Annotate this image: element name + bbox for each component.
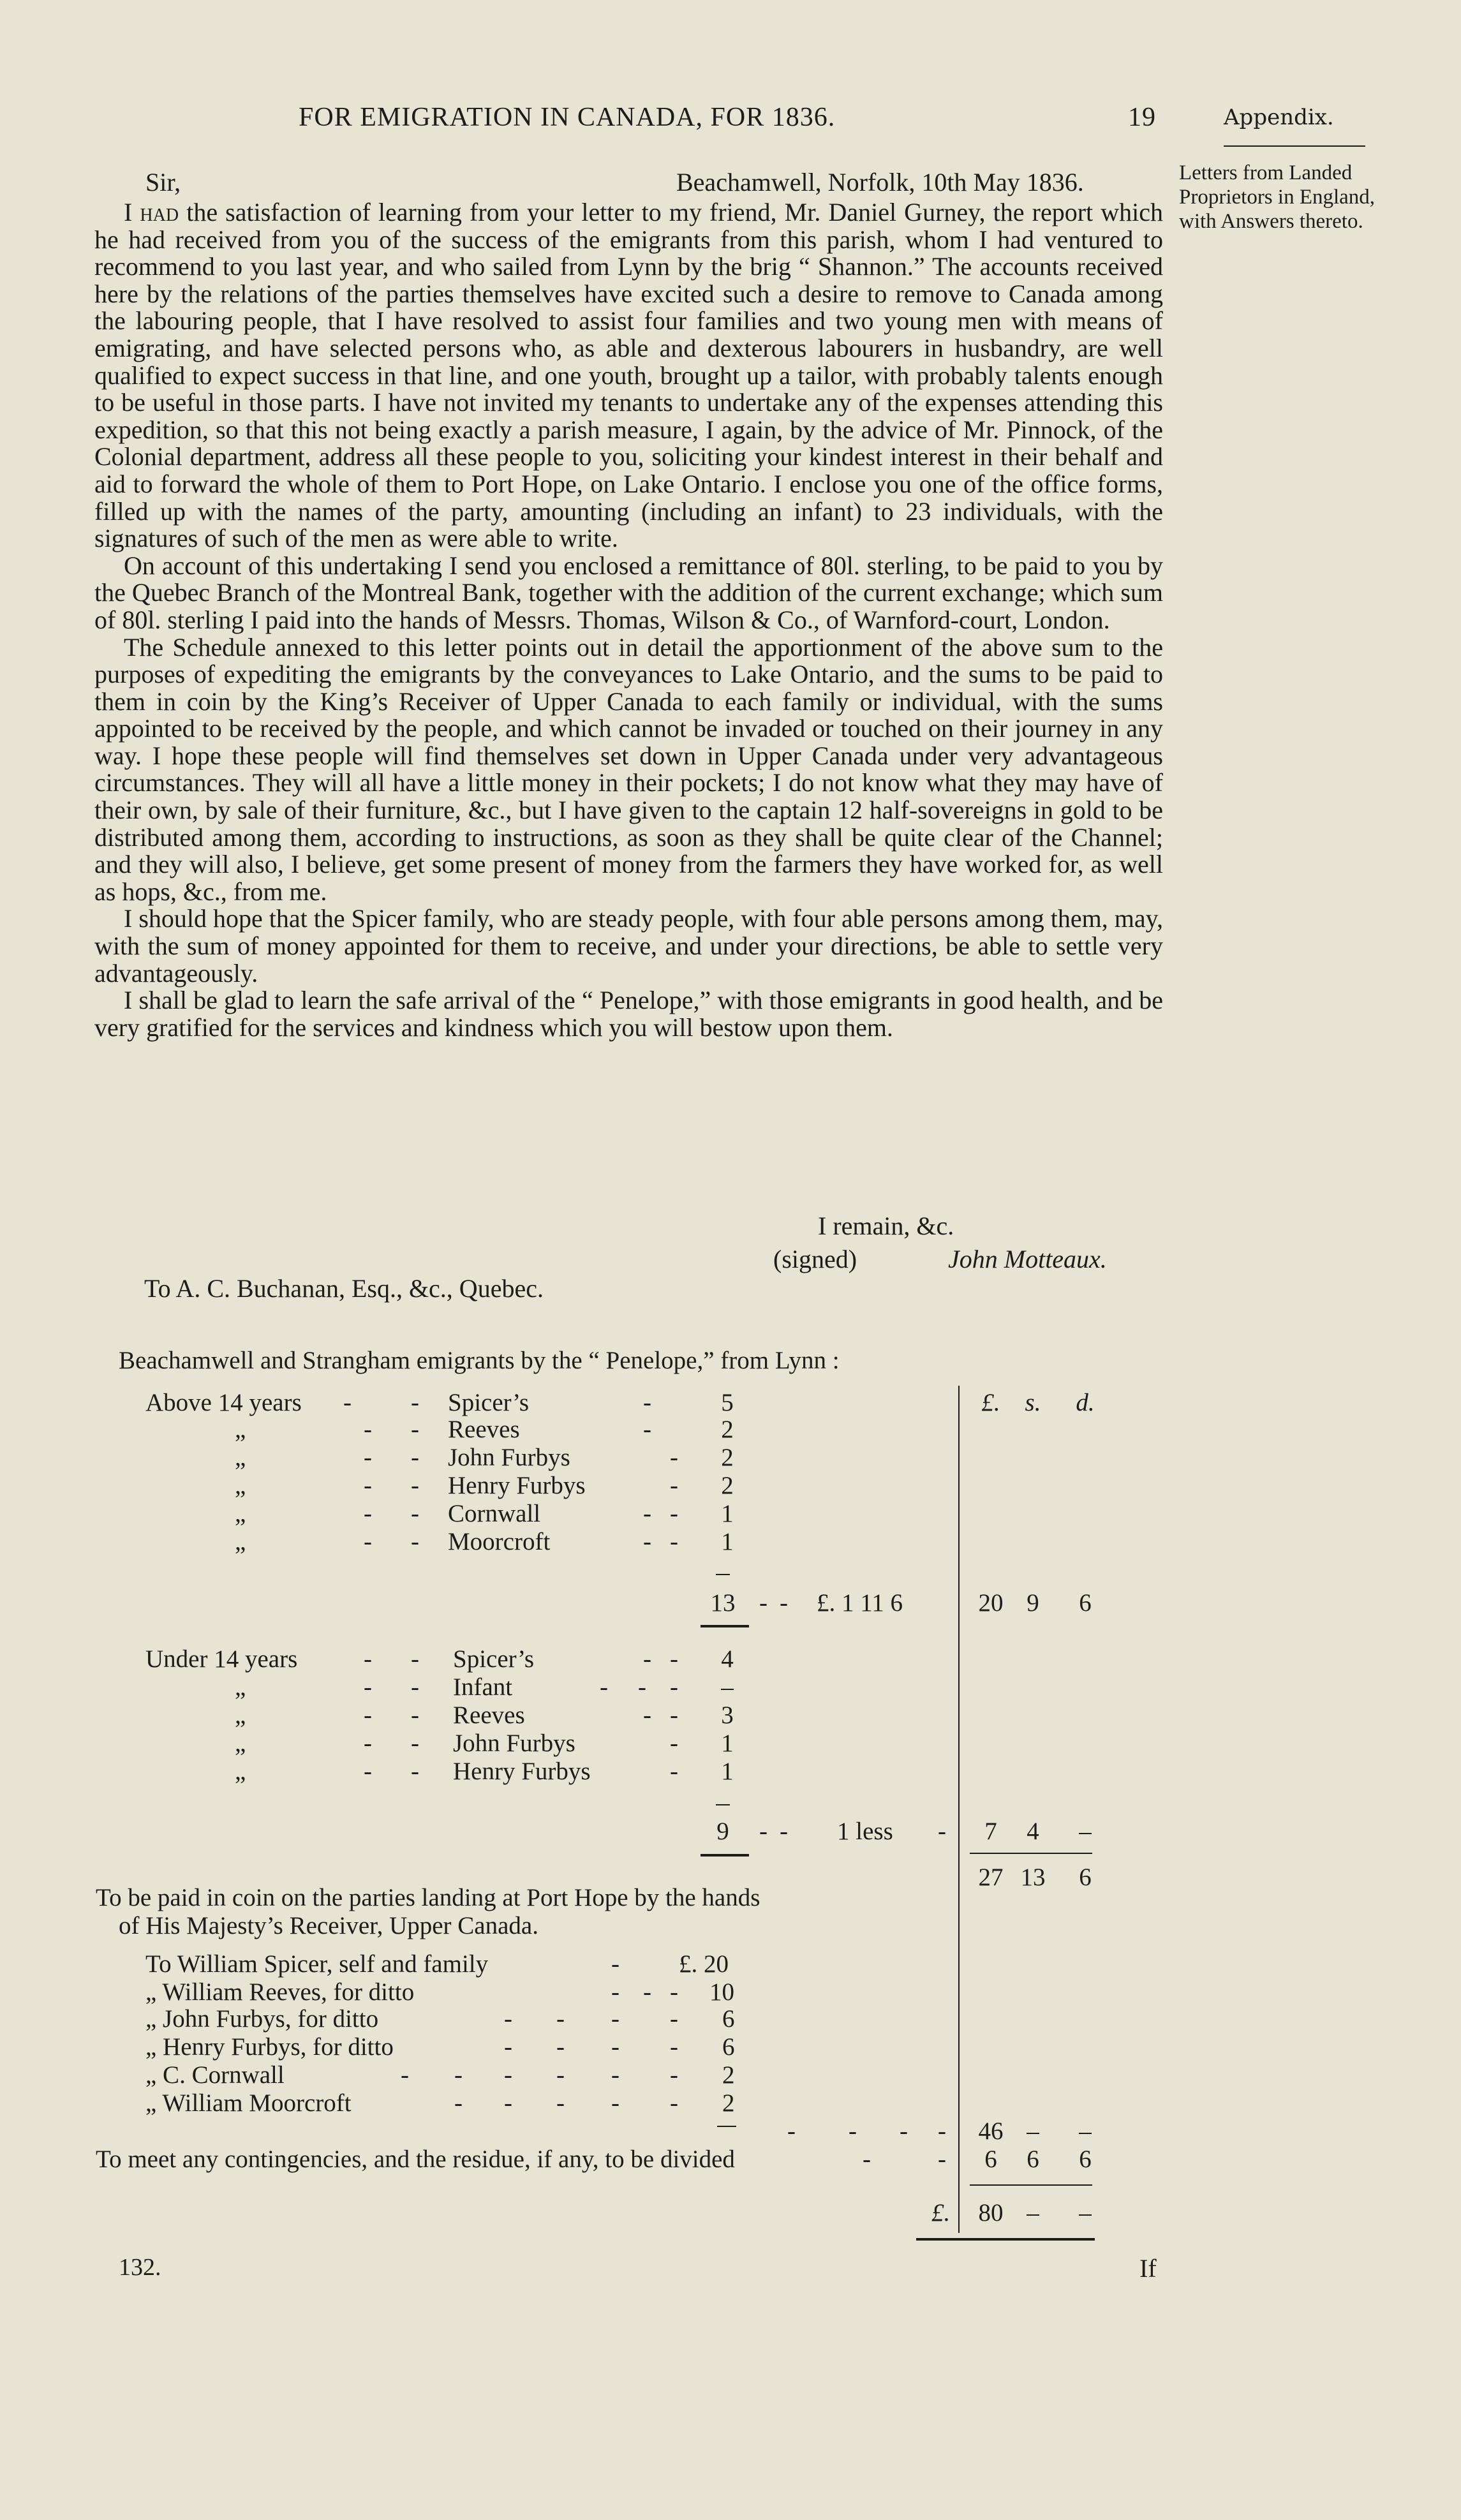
- letter-paragraph-3: The Schedule annexed to this letter points out in detail the apportionment of the above sum to the purposes of expediting the emigrants by the conveyances to Lake Ontario, and the sums to be paid to them in coin by the King’s Receiver of Upper Canada to each family or individual, with the sums appointed to be received by the people, and which cannot be invaded or touched on their journey in any way. I hope these people will find themselves set down in Upper Canada under very advantageous circumstances. They will all have a little money in their pockets; I do not know what they may have of their own, by sale of their furniture, &c., but I have given to the captain 12 half-sovereigns in gold to be distributed among them, according to instructions, as soon as they shall be quite clear of the Channel; and they will also, I believe, get some present of money from the farmers they have worked for, as well as hops, &c., from me.: [94, 632, 1163, 906]
- family-name: Moorcroft: [448, 1528, 551, 1555]
- family-name: Reeves: [453, 1701, 525, 1729]
- leader-dash: -: [670, 1500, 678, 1527]
- leader-dash: -: [411, 1389, 419, 1416]
- above-total-count: 13: [710, 1589, 736, 1617]
- signature: John Motteaux.: [948, 1245, 1107, 1273]
- person-count: 1: [721, 1730, 734, 1757]
- payee: „ C. Cornwall: [145, 2061, 285, 2089]
- leader-dash: -: [364, 1673, 372, 1701]
- leader-dash: -: [364, 1758, 372, 1785]
- header-rule: [1224, 145, 1365, 147]
- ditto-mark: „: [235, 1444, 246, 1471]
- leader-dash: -: [364, 1416, 372, 1443]
- leader-dash: -: [364, 1500, 372, 1527]
- payment-amount: 2: [722, 2089, 735, 2117]
- letter-body: [94, 199, 1163, 1041]
- payee: „ Henry Furbys, for ditto: [145, 2033, 394, 2061]
- leader-dash: -: [600, 1673, 608, 1701]
- amount-rule: [970, 1853, 1092, 1854]
- count-total-rule: [701, 1625, 749, 1627]
- ditto-mark: „: [235, 1758, 246, 1785]
- salutation: Sir,: [145, 168, 181, 196]
- person-count: 2: [721, 1444, 734, 1471]
- leader-dash: -: [411, 1528, 419, 1555]
- leader-dash: -: [611, 2005, 619, 2033]
- appendix-label: Appendix.: [1224, 105, 1334, 130]
- person-count: 2: [721, 1416, 734, 1443]
- leader-dash: -: [643, 1528, 651, 1555]
- opening-words: I had: [124, 198, 179, 226]
- family-name: John Furbys: [453, 1730, 575, 1757]
- leader-dash: -: [411, 1673, 419, 1701]
- leader-dash: -: [938, 2117, 946, 2145]
- leader-dash: -: [670, 1730, 678, 1757]
- above-rate: £. 1 11 6: [817, 1589, 903, 1617]
- leader-dash: -: [849, 2117, 857, 2145]
- grand-total-rule: [916, 2238, 1095, 2241]
- leader-dash: -: [454, 2061, 463, 2089]
- person-count: –: [721, 1673, 734, 1701]
- leader-dash: -: [938, 2146, 946, 2173]
- leader-dash: -: [364, 1444, 372, 1471]
- leader-dash: -: [759, 1589, 768, 1617]
- under-rate: 1 less: [837, 1818, 893, 1845]
- above-amount-shillings: 9: [1027, 1589, 1039, 1617]
- family-name: Henry Furbys: [453, 1758, 591, 1785]
- leader-dash: -: [670, 2061, 678, 2089]
- leader-dash: -: [556, 2033, 565, 2061]
- letter-paragraph-2: On account of this undertaking I send you enclosed a remittance of 80l. sterling, to be paid to you by the Quebec Branch of the Montreal Bank, together with the addition of the current exchange; which sum of 80l. sterling I paid into the hands of Messrs. Thomas, Wilson & Co., of Warnford-court, London.: [94, 551, 1163, 634]
- payments-total-pounds: 46: [978, 2117, 1004, 2145]
- under-14-label: Under 14 years: [145, 1645, 298, 1673]
- leader-dash: -: [643, 1701, 651, 1729]
- leader-dash: -: [504, 2061, 512, 2089]
- leader-dash: -: [759, 1818, 768, 1845]
- payment-amount: 6: [722, 2033, 735, 2061]
- grand-total-pence: –: [1079, 2199, 1092, 2227]
- leader-dash: -: [670, 2033, 678, 2061]
- leader-dash: -: [670, 1645, 678, 1673]
- payment-amount: 2: [722, 2061, 735, 2089]
- leader-dash: -: [863, 2146, 871, 2173]
- person-count: 1: [721, 1758, 734, 1785]
- grand-total-label: £.: [931, 2199, 951, 2227]
- leader-dash: -: [670, 2089, 678, 2117]
- contingency-pence: 6: [1079, 2146, 1092, 2173]
- family-name: Reeves: [448, 1416, 520, 1443]
- leader-dash: -: [411, 1758, 419, 1785]
- leader-dash: -: [411, 1472, 419, 1499]
- page-number: 19: [1128, 103, 1156, 132]
- sum-rule: [717, 2126, 736, 2127]
- payee: „ John Furbys, for ditto: [145, 2005, 379, 2033]
- leader-dash: -: [411, 1500, 419, 1527]
- leader-dash: -: [780, 1589, 788, 1617]
- leader-dash: -: [670, 1701, 678, 1729]
- payee: To William Spicer, self and family: [145, 1950, 489, 1978]
- leader-dash: -: [556, 2005, 565, 2033]
- pence-header: d.: [1076, 1389, 1095, 1416]
- above-amount-pence: 6: [1079, 1589, 1092, 1617]
- leader-dash: -: [670, 1528, 678, 1555]
- payments-total-shillings: –: [1027, 2117, 1039, 2145]
- page-footer-number: 132.: [119, 2254, 161, 2281]
- leader-dash: -: [670, 2005, 678, 2033]
- leader-dash: -: [411, 1416, 419, 1443]
- family-name: Cornwall: [448, 1500, 541, 1527]
- leader-dash: -: [556, 2089, 565, 2117]
- letter-place-date: Beachamwell, Norfolk, 10th May 1836.: [676, 168, 1084, 196]
- ditto-mark: „: [235, 1673, 246, 1701]
- leader-dash: -: [411, 1444, 419, 1471]
- leader-dash: -: [364, 1645, 372, 1673]
- family-name: Henry Furbys: [448, 1472, 586, 1499]
- leader-dash: -: [364, 1701, 372, 1729]
- leader-dash: -: [670, 1444, 678, 1471]
- leader-dash: -: [611, 2089, 619, 2117]
- person-count: 4: [721, 1645, 734, 1673]
- leader-dash: -: [670, 1758, 678, 1785]
- coin-text-line-1: To be paid in coin on the parties landing at Port Hope by the hands: [96, 1884, 760, 1911]
- leader-dash: -: [611, 1950, 619, 1978]
- shillings-header: s.: [1025, 1389, 1041, 1416]
- leader-dash: -: [611, 2033, 619, 2061]
- addressee: To A. C. Buchanan, Esq., &c., Quebec.: [144, 1274, 544, 1303]
- leader-dash: -: [670, 1673, 678, 1701]
- person-count: 3: [721, 1701, 734, 1729]
- leader-dash: -: [364, 1528, 372, 1555]
- leader-dash: -: [504, 2005, 512, 2033]
- leader-dash: -: [611, 2061, 619, 2089]
- schedule-heading: Beachamwell and Strangham emigrants by the “ Penelope,” from Lynn :: [119, 1347, 840, 1374]
- leader-dash: -: [643, 1978, 651, 2006]
- person-count: 1: [721, 1500, 734, 1527]
- leader-dash: -: [938, 1818, 946, 1845]
- above-14-label: Above 14 years: [145, 1389, 302, 1416]
- leader-dash: -: [643, 1500, 651, 1527]
- leader-dash: -: [611, 1978, 619, 2006]
- leader-dash: -: [780, 1818, 788, 1845]
- under-total-count: 9: [716, 1818, 729, 1845]
- leader-dash: -: [643, 1645, 651, 1673]
- family-name: Spicer’s: [448, 1389, 530, 1416]
- letter-paragraph-4: I should hope that the Spicer family, who are steady people, with four able persons among them, may, with the sum of money appointed for them to receive, and under your directions, be able to settle very advantageously.: [94, 904, 1163, 988]
- grand-total-pounds: 80: [978, 2199, 1004, 2227]
- ditto-mark: „: [235, 1528, 246, 1555]
- leader-dash: -: [643, 1389, 651, 1416]
- leader-dash: -: [787, 2117, 796, 2145]
- subtotal-shillings: 13: [1020, 1864, 1046, 1891]
- pounds-header: £.: [981, 1389, 1000, 1416]
- leader-dash: -: [643, 1416, 651, 1443]
- contingency-text: To meet any contingencies, and the residue, if any, to be divided: [96, 2146, 735, 2173]
- leader-dash: -: [401, 2061, 409, 2089]
- subtotal-pence: 6: [1079, 1864, 1092, 1891]
- leader-dash: -: [343, 1389, 352, 1416]
- person-count: 2: [721, 1472, 734, 1499]
- payment-amount: £. 20: [679, 1950, 729, 1978]
- amount-column-rule: [958, 1386, 960, 2233]
- ditto-mark: „: [235, 1701, 246, 1729]
- leader-dash: -: [454, 2089, 463, 2117]
- sum-rule: [716, 1574, 730, 1575]
- under-amount-pounds: 7: [984, 1818, 997, 1845]
- catchword: If: [1139, 2254, 1157, 2283]
- leader-dash: -: [670, 1978, 678, 2006]
- person-count: 5: [721, 1389, 734, 1416]
- count-total-rule: [701, 1854, 749, 1857]
- amount-rule: [970, 2184, 1092, 2186]
- contingency-shillings: 6: [1027, 2146, 1039, 2173]
- signed-label: (signed): [773, 1245, 857, 1273]
- leader-dash: -: [504, 2033, 512, 2061]
- grand-total-shillings: –: [1027, 2199, 1039, 2227]
- under-amount-shillings: 4: [1027, 1818, 1039, 1845]
- payment-amount: 6: [722, 2005, 735, 2033]
- leader-dash: -: [411, 1645, 419, 1673]
- contingency-pounds: 6: [984, 2146, 997, 2173]
- sum-rule: [716, 1804, 730, 1805]
- payments-total-pence: –: [1079, 2117, 1092, 2145]
- closing: I remain, &c.: [818, 1212, 954, 1240]
- leader-dash: -: [556, 2061, 565, 2089]
- family-name: Infant: [453, 1673, 513, 1701]
- ditto-mark: „: [235, 1472, 246, 1499]
- family-name: John Furbys: [448, 1444, 570, 1471]
- above-amount-pounds: 20: [978, 1589, 1004, 1617]
- person-count: 1: [721, 1528, 734, 1555]
- payment-amount: 10: [709, 1978, 734, 2006]
- payee: „ William Reeves, for ditto: [145, 1978, 415, 2006]
- family-name: Spicer’s: [453, 1645, 535, 1673]
- payee: „ William Moorcroft: [145, 2089, 352, 2117]
- ditto-mark: „: [235, 1730, 246, 1757]
- subtotal-pounds: 27: [978, 1864, 1004, 1891]
- leader-dash: -: [638, 1673, 646, 1701]
- ditto-mark: „: [235, 1500, 246, 1527]
- leader-dash: -: [504, 2089, 512, 2117]
- leader-dash: -: [411, 1701, 419, 1729]
- coin-text-line-2: of His Majesty’s Receiver, Upper Canada.: [119, 1912, 538, 1939]
- letter-paragraph-1: [94, 199, 1163, 552]
- leader-dash: -: [364, 1730, 372, 1757]
- leader-dash: -: [900, 2117, 908, 2145]
- running-title: FOR EMIGRATION IN CANADA, FOR 1836.: [299, 103, 836, 132]
- letter-paragraph-5: I shall be glad to learn the safe arrival of the “ Penelope,” with those emigrants in good health, and be very gratified for the services and kindness which you will bestow upon them.: [94, 986, 1163, 1042]
- under-amount-pence: –: [1079, 1818, 1092, 1845]
- leader-dash: -: [411, 1730, 419, 1757]
- margin-note: Letters from Landed Proprietors in England, with Answers thereto.: [1179, 161, 1376, 233]
- leader-dash: -: [364, 1472, 372, 1499]
- paragraph-1-text: the satisfaction of learning from your letter to my friend, Mr. Daniel Gurney, the report which he had received from you of the success of the emigrants from this parish, whom I had ventured to recommend to you last year, and who sailed from Lynn by the brig “ Shannon.” The accounts received here by the relations of the parties themselves have excited such a desire to remove to Canada among the labouring people, that I have resolved to assist four families and two young men with means of emigrating, and have selected persons who, as able and dexterous labourers in husbandry, are well qualified to expect success in that line, and one youth, brought up a tailor, with probably talents enough to be useful in those parts. I have not invited my tenants to undertake any of the expenses attending this expedition, so that this not being exactly a parish measure, I again, by the advice of Mr. Pinnock, of the Colonial department, address all these people to you, soliciting your kindest interest in their behalf and aid to forward the whole of them to Port Hope, on Lake Ontario. I enclose you one of the office forms, filled up with the names of the party, amounting (including an infant) to 23 individuals, with the signatures of such of the men as were able to write.: [94, 198, 1163, 553]
- ditto-mark: „: [235, 1416, 246, 1443]
- leader-dash: -: [670, 1472, 678, 1499]
